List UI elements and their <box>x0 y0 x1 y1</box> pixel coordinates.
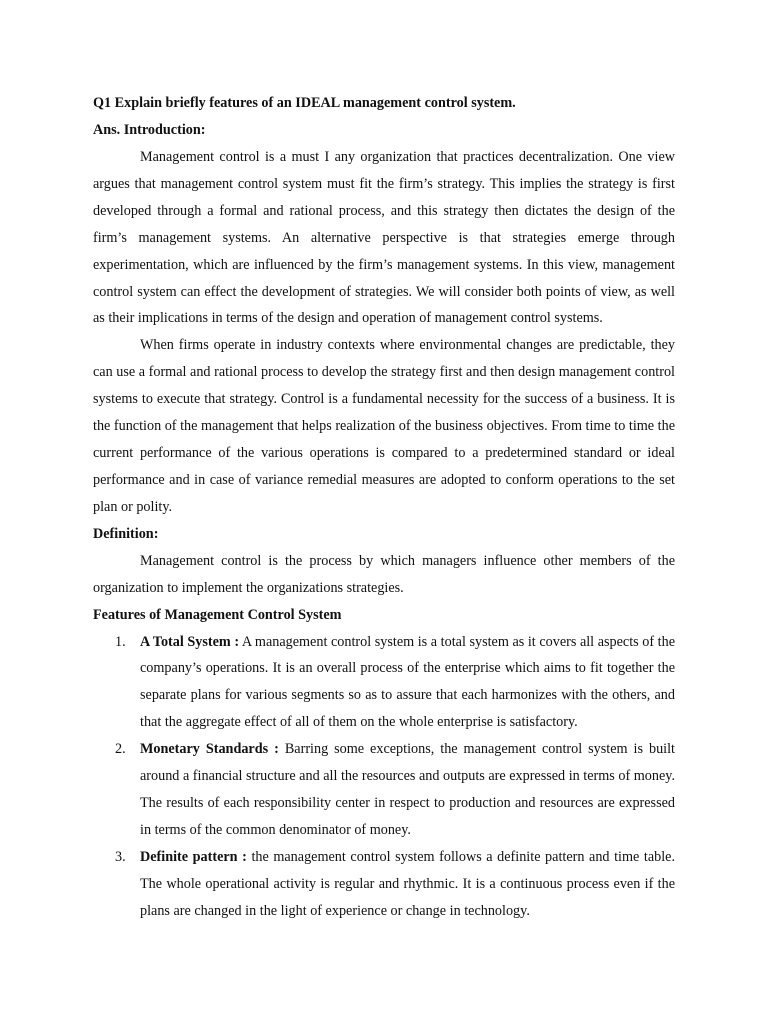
feature-number: 1. <box>115 633 126 650</box>
features-list <box>93 629 675 925</box>
definition-heading: Definition: <box>93 525 159 542</box>
feature-item-monetary-standards <box>93 736 675 844</box>
intro-paragraph-2: When firms operate in industry contexts where environmental changes are predictable, they can use a formal and rational process to develop the strategy first and then design management control systems to execute that strategy. Control is a fundamental necessity for the success of a business. It is the function of the management that helps realization of the business objectives. From time to time the current performance of the various operations is compared to a predetermined standard or ideal performance and in case of variance remedial measures are adopted to conform operations to the set plan or polity. <box>93 337 675 515</box>
feature-title: A Total System : <box>140 633 240 650</box>
feature-item-total-system <box>93 629 675 737</box>
feature-text: Barring some exceptions, the management control system is built around a financial structure and all the resources and outputs are expressed in terms of money. The results of each responsibility center in respect to production and resources are expressed in terms of the common denominator of money. <box>140 741 675 838</box>
question-title: Q1 Explain briefly features of an IDEAL management control system. <box>93 95 516 111</box>
feature-number: 2. <box>115 741 126 758</box>
feature-title: Monetary Standards : <box>140 741 279 758</box>
intro-paragraph-1: Management control is a must I any organization that practices decentralization. One view argues that management control system must fit the firm’s strategy. This implies the strategy is first developed through a formal and rational process, and this strategy then dictates the design of the firm’s management systems. An alternative perspective is that strategies emerge through experimentation, which are influenced by the firm’s management systems. In this view, management control system can effect the development of strategies. We will consider both points of view, as well as their implications in terms of the design and operation of management control systems. <box>93 149 675 327</box>
features-heading: Features of Management Control System <box>93 606 342 623</box>
feature-text: the management control system follows a definite pattern and time table. The whole operational activity is regular and rhythmic. It is a continuous process even if the plans are changed in the light of experience or change in technology. <box>140 848 675 919</box>
feature-text: A management control system is a total system as it covers all aspects of the company’s operations. It is an overall process of the enterprise which aims to fit together the separate plans for various segments so as to assure that each harmonizes with the others, and that the aggregate effect of all of them on the whole enterprise is satisfactory. <box>140 633 675 731</box>
feature-number: 3. <box>115 848 126 865</box>
definition-text: Management control is the process by which managers influence other members of the organization to implement the organizations strategies. <box>93 552 675 596</box>
feature-title: Definite pattern : <box>140 848 247 865</box>
feature-item-definite-pattern <box>93 844 675 925</box>
intro-heading: Ans. Introduction: <box>93 122 206 138</box>
